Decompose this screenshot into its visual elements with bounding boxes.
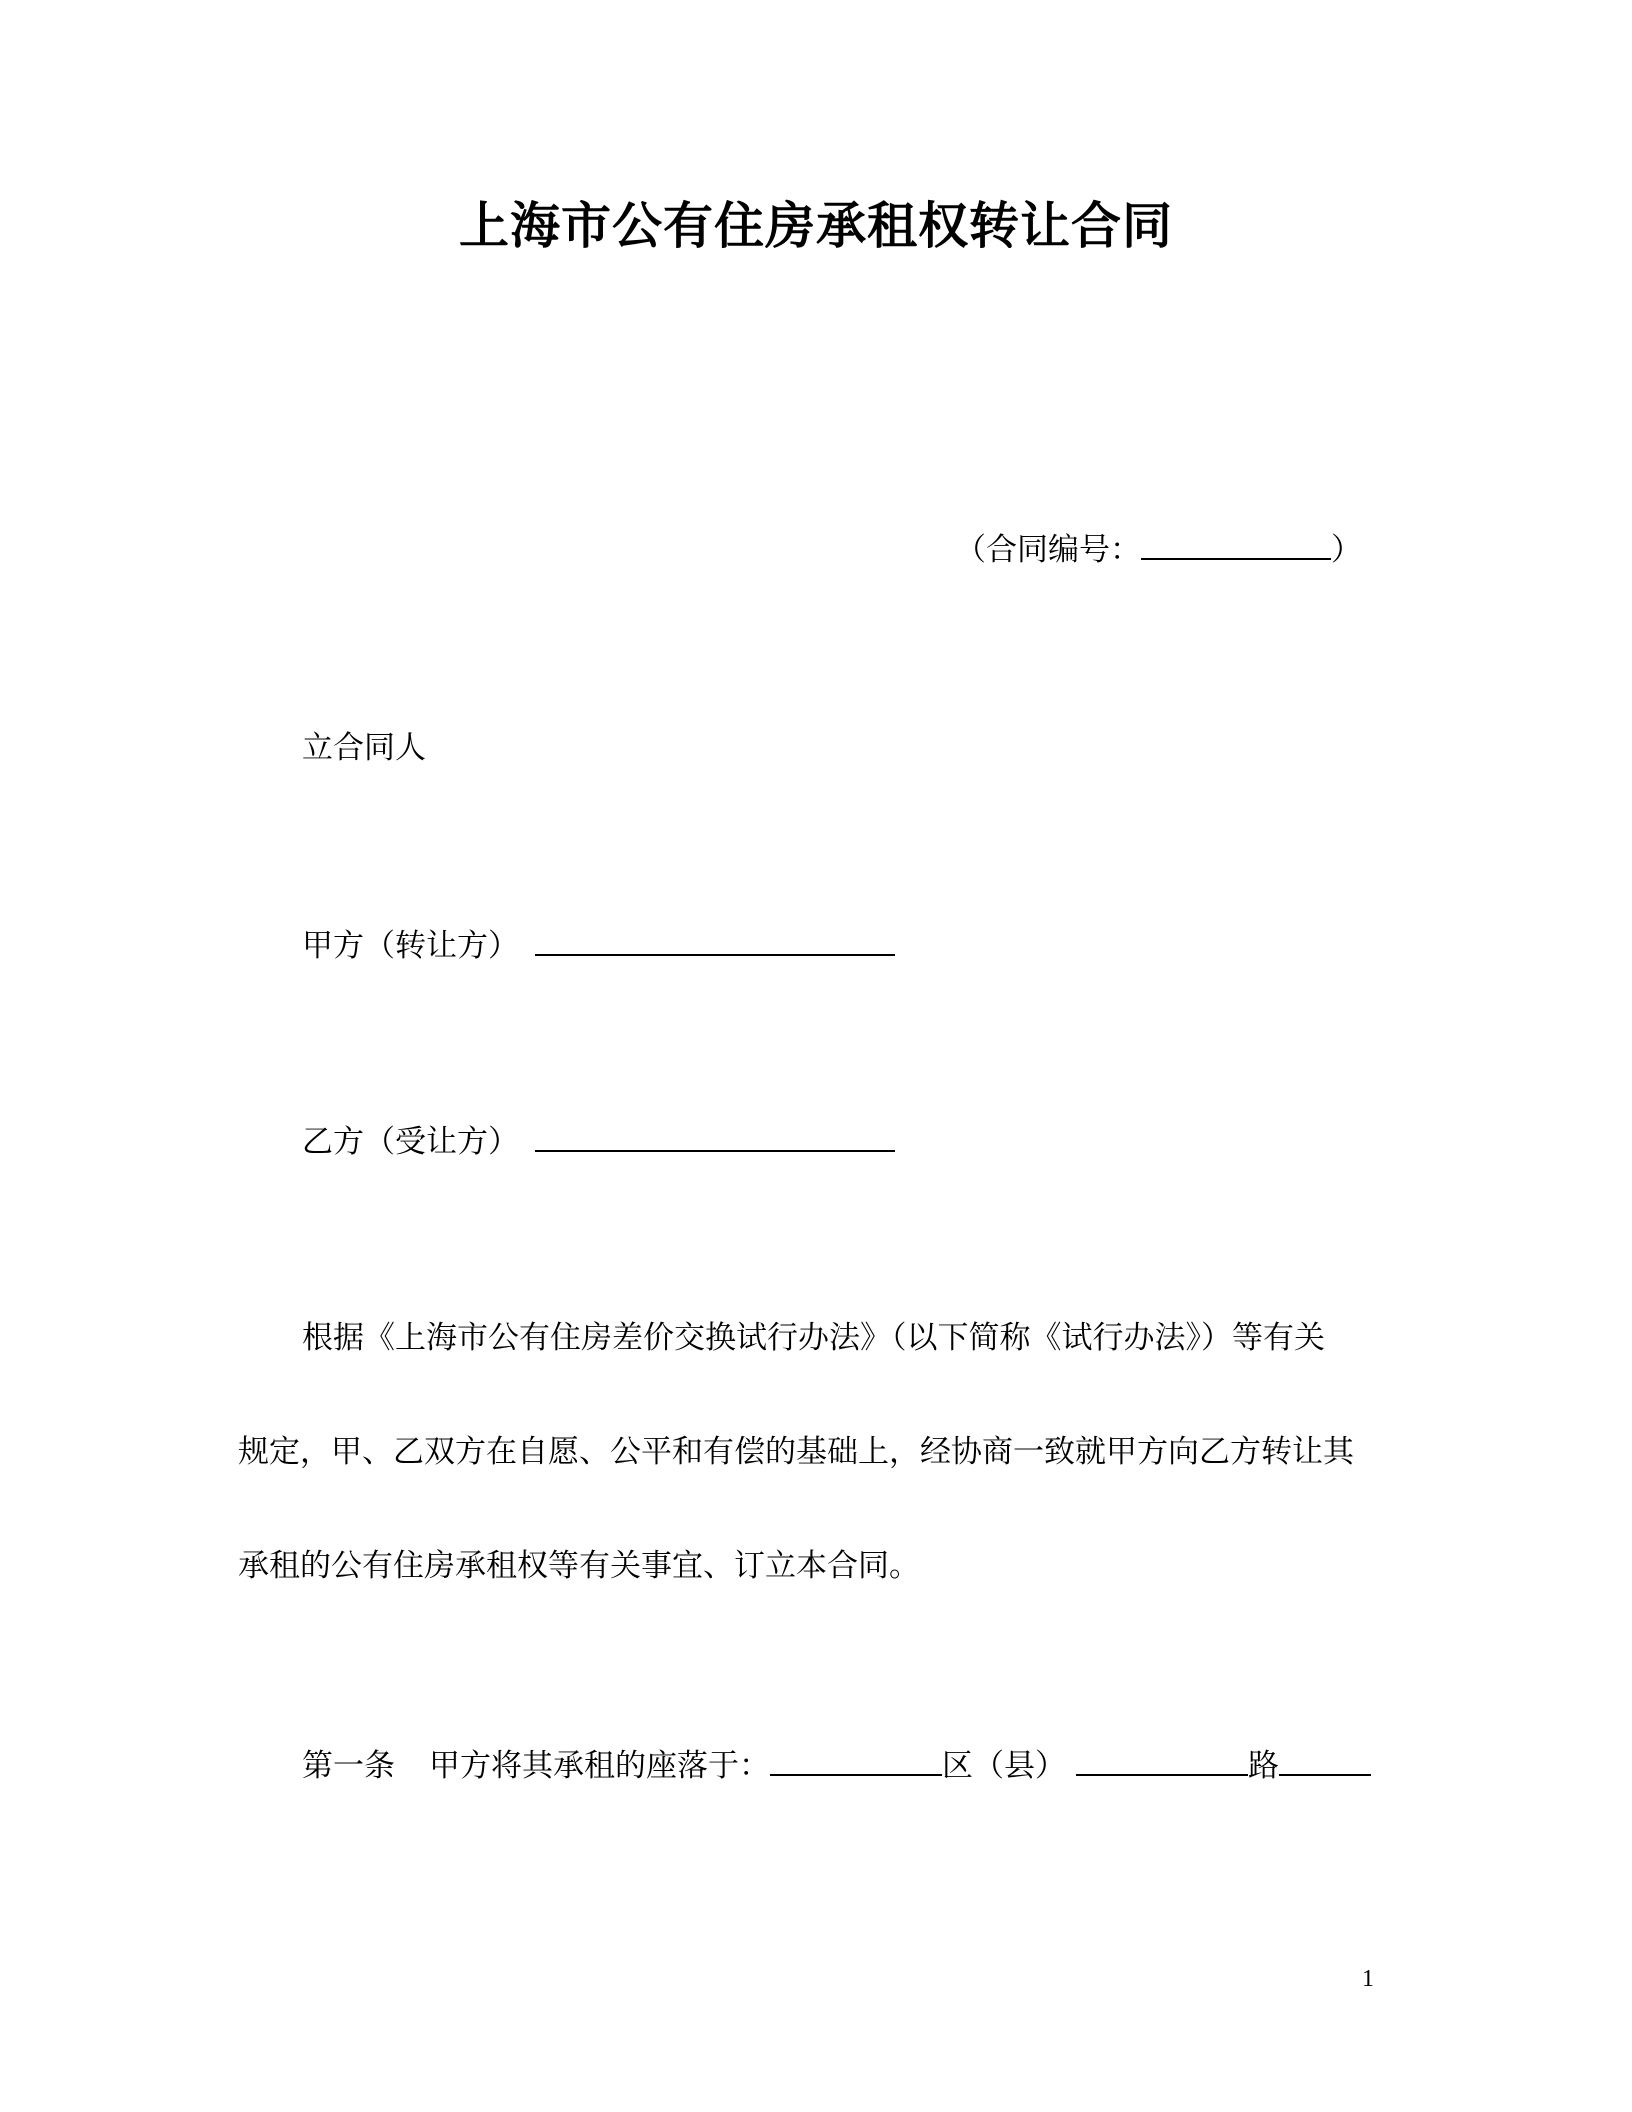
page-number: 1 [1362,1966,1374,1992]
document-title: 上海市公有住房承租权转让合同 [459,197,1173,255]
party-a-line [302,924,895,966]
contract-number-suffix: ） [1331,532,1362,568]
road-name-blank[interactable] [1076,1744,1248,1776]
party-b-label: 乙方（受让方） [302,1124,519,1160]
article-1-line [302,1744,1371,1786]
contract-number-blank[interactable] [1141,528,1331,560]
contract-number-prefix: （合同编号： [955,532,1141,568]
paragraph-line-2: 规定，甲、乙双方在自愿、公平和有偿的基础上，经协商一致就甲方向乙方转让其 [238,1434,1354,1470]
party-a-label: 甲方（转让方） [302,928,519,964]
article-1-number: 第一条 [302,1748,395,1784]
district-label: 区（县） [942,1748,1066,1784]
road-label: 路 [1248,1748,1279,1784]
road-number-blank[interactable] [1279,1744,1371,1776]
party-a-blank[interactable] [535,924,895,956]
district-blank[interactable] [770,1744,942,1776]
contract-number-line [955,528,1362,570]
article-1-text: 甲方将其承租的座落于： [429,1748,770,1784]
paragraph-line-3: 承租的公有住房承租权等有关事宜、订立本合同。 [238,1548,920,1584]
party-b-blank[interactable] [535,1120,895,1152]
paragraph-line-1: 根据《上海市公有住房差价交换试行办法》（以下简称《试行办法》）等有关 [302,1320,1325,1356]
parties-heading: 立合同人 [302,730,426,766]
party-b-line [302,1120,895,1162]
